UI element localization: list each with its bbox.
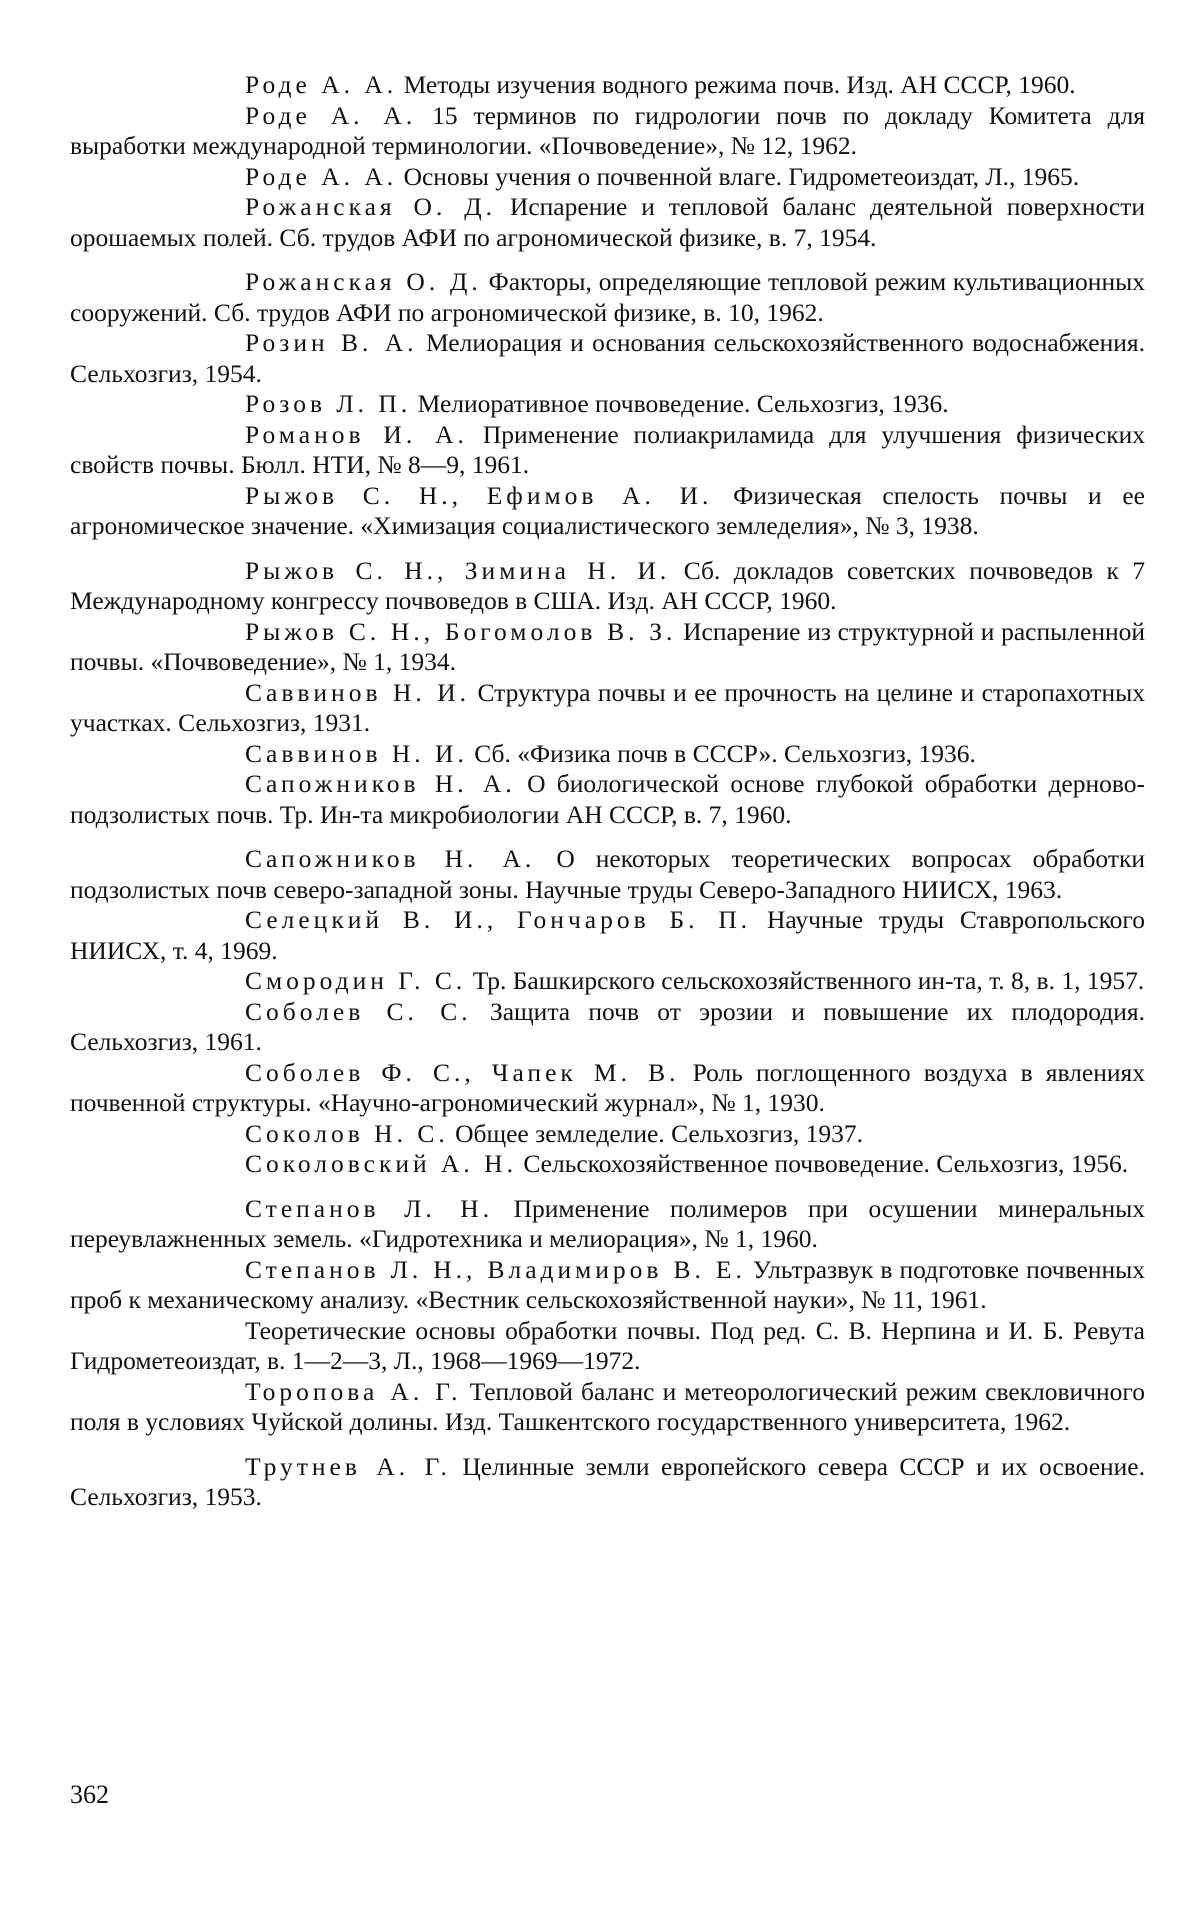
entry-author: Рыжов С. Н., Ефимов А. И. xyxy=(245,480,713,510)
entry-author: Розин В. А. xyxy=(245,328,418,357)
entry-text: Сб. «Физика почв в СССР». Сельхозгиз, 1936. xyxy=(474,738,976,768)
entry-author: Смородин Г. С. xyxy=(245,966,467,995)
entry-text: 15 терминов по гидрологии почв по докладу Комитета для выработки международной терминологии. «Почвоведение», № 12, 1962. xyxy=(70,100,1146,160)
bibliography-entry xyxy=(70,1255,1145,1316)
page-number: 362 xyxy=(70,1780,109,1809)
entry-text: Тр. Башкирского сельскохозяйственного ин-та, т. 8, в. 1, 1957. xyxy=(472,966,1145,995)
bibliography-entry xyxy=(70,905,1145,966)
entry-text: Целинные земли европейского севера СССР и их освоение. Сельхозгиз, 1953. xyxy=(70,1451,1145,1511)
bibliography-entry xyxy=(70,739,1145,770)
entry-author: Селецкий В. И., Гончаров Б. П. xyxy=(245,905,752,934)
entry-text: Ультразвук в подготовке почвенных проб к механическому анализу. «Вестник сельскохозяйственной науки», № 11, 1961. xyxy=(70,1254,1146,1314)
entry-author: Соболев С. С. xyxy=(245,996,472,1026)
entry-text: Роль поглощенного воздуха в явлениях почвенной структуры. «Научно-агрономический журнал», № 1, 1930. xyxy=(70,1057,1145,1117)
entry-text: Физическая спелость почвы и ее агрономическое значение. «Химизация социалистического земледелия», № 3, 1938. xyxy=(70,480,1145,540)
bibliography-entry xyxy=(70,328,1145,389)
entry-author: Торопова А. Г. xyxy=(245,1376,462,1406)
entry-text: Тепловой баланс и метеорологический режим свекловичного поля в условиях Чуйской долины. Изд. Ташкентского государственного университета, 1962. xyxy=(70,1376,1145,1436)
bibliography-entry xyxy=(70,1452,1145,1513)
bibliography-entry xyxy=(70,70,1145,101)
bibliography-entry xyxy=(70,481,1145,542)
bibliography-entry xyxy=(70,1316,1145,1377)
bibliography-entry xyxy=(70,556,1145,617)
entry-text: Структура почвы и ее прочность на целине и старопахотных участках. Сельхозгиз, 1931. xyxy=(70,677,1145,737)
entry-text: Общее земледелие. Сельхозгиз, 1937. xyxy=(455,1118,863,1148)
entry-author: Соколов Н. С. xyxy=(245,1118,449,1148)
bibliography-entry xyxy=(70,997,1145,1058)
entry-text: Испарение из структурной и распыленной почвы. «Почвоведение», № 1, 1934. xyxy=(70,616,1146,676)
entry-author: Романов И. А. xyxy=(245,419,468,449)
entry-text: Методы изучения водного режима почв. Изд. АН СССР, 1960. xyxy=(403,70,1076,99)
entry-author: Сапожников Н. А. xyxy=(245,769,516,798)
entry-author: Саввинов Н. И. xyxy=(245,738,468,768)
bibliography-entry xyxy=(70,678,1145,739)
entry-author: Розов Л. П. xyxy=(245,389,412,418)
entry-author: Сапожников Н. А. xyxy=(245,844,536,873)
bibliography-entry xyxy=(70,769,1145,830)
bibliography-entry xyxy=(70,267,1145,328)
entry-author: Рыжов С. Н., Зимина Н. И. xyxy=(245,555,671,585)
entry-author: Роде А. А. xyxy=(245,100,417,130)
bibliography-entry xyxy=(70,192,1145,253)
entry-text: Сельскохозяйственное почвоведение. Сельхозгиз, 1956. xyxy=(523,1149,1129,1178)
bibliography-entry xyxy=(70,1058,1145,1119)
bibliography-entry xyxy=(70,1194,1145,1255)
bibliography-entry xyxy=(70,420,1145,481)
bibliography-entry xyxy=(70,966,1145,997)
entry-author: Соколовский А. Н. xyxy=(245,1149,517,1178)
entry-text: Факторы, определяющие тепловой режим культивационных сооружений. Сб. трудов АФИ по агрономической физике, в. 10, 1962. xyxy=(70,267,1145,327)
entry-author: Соболев Ф. С., Чапек М. В. xyxy=(245,1057,680,1087)
entry-author: Рыжов С. Н., Богомолов В. З. xyxy=(245,616,677,646)
bibliography-entry xyxy=(70,389,1145,420)
entry-author: Роде А. А. xyxy=(245,161,398,191)
entry-text: О биологической основе глубокой обработки дерново-подзолистых почв. Тр. Ин-та микробиологии АН СССР, в. 7, 1960. xyxy=(70,769,1145,829)
entry-author: Трутнев А. Г. xyxy=(245,1451,451,1481)
bibliography-entry xyxy=(70,1149,1145,1180)
entry-author: Степанов Л. Н. xyxy=(245,1193,494,1223)
entry-author: Рожанская О. Д. xyxy=(245,267,482,296)
entry-author: Степанов Л. Н., Владимиров В. Е. xyxy=(245,1254,746,1284)
bibliography-entry xyxy=(70,101,1145,162)
entry-text: Испарение и тепловой баланс деятельной поверхности орошаемых полей. Сб. трудов АФИ по агрономической физике, в. 7, 1954. xyxy=(70,192,1145,252)
entry-text: Основы учения о почвенной влаге. Гидрометеоиздат, Л., 1965. xyxy=(403,161,1080,191)
bibliography-entry xyxy=(70,844,1145,905)
entry-text: Научные труды Ставропольского НИИСХ, т. 4, 1969. xyxy=(70,905,1146,965)
bibliography-page xyxy=(70,70,1145,1513)
entry-text: Применение полиакриламида для улучшения физических свойств почвы. Бюлл. НТИ, № 8—9, 1961. xyxy=(70,419,1146,479)
entry-text: Теоретические основы обработки почвы. Под ред. С. В. Нерпина и И. Б. Ревута Гидрометеоиздат, в. 1—2—3, Л., 1968—1969—1972. xyxy=(70,1315,1145,1375)
bibliography-entry xyxy=(70,617,1145,678)
entry-author: Саввинов Н. И. xyxy=(245,677,471,707)
entry-text: Сб. докладов советских почвоведов к 7 Международному конгрессу почвоведов в США. Изд. АН СССР, 1960. xyxy=(70,555,1145,615)
entry-text: Мелиорация и основания сельскохозяйственного водоснабжения. Сельхозгиз, 1954. xyxy=(70,328,1145,388)
entry-text: Применение полимеров при осушении минеральных переувлажненных земель. «Гидротехника и мелиорация», № 1, 1960. xyxy=(70,1193,1146,1253)
entry-text: Защита почв от эрозии и повышение их плодородия. Сельхозгиз, 1961. xyxy=(70,996,1145,1056)
entry-text: Мелиоративное почвоведение. Сельхозгиз, 1936. xyxy=(417,389,949,418)
entry-author: Рожанская О. Д. xyxy=(245,192,496,221)
bibliography-entry xyxy=(70,1119,1145,1150)
bibliography-entry xyxy=(70,1377,1145,1438)
entry-text: О некоторых теоретических вопросах обработки подзолистых почв северо-западной зоны. Научные труды Северо-Западного НИИСХ, 1963. xyxy=(70,844,1146,904)
entry-author: Роде А. А. xyxy=(245,70,398,99)
bibliography-entry xyxy=(70,162,1145,193)
